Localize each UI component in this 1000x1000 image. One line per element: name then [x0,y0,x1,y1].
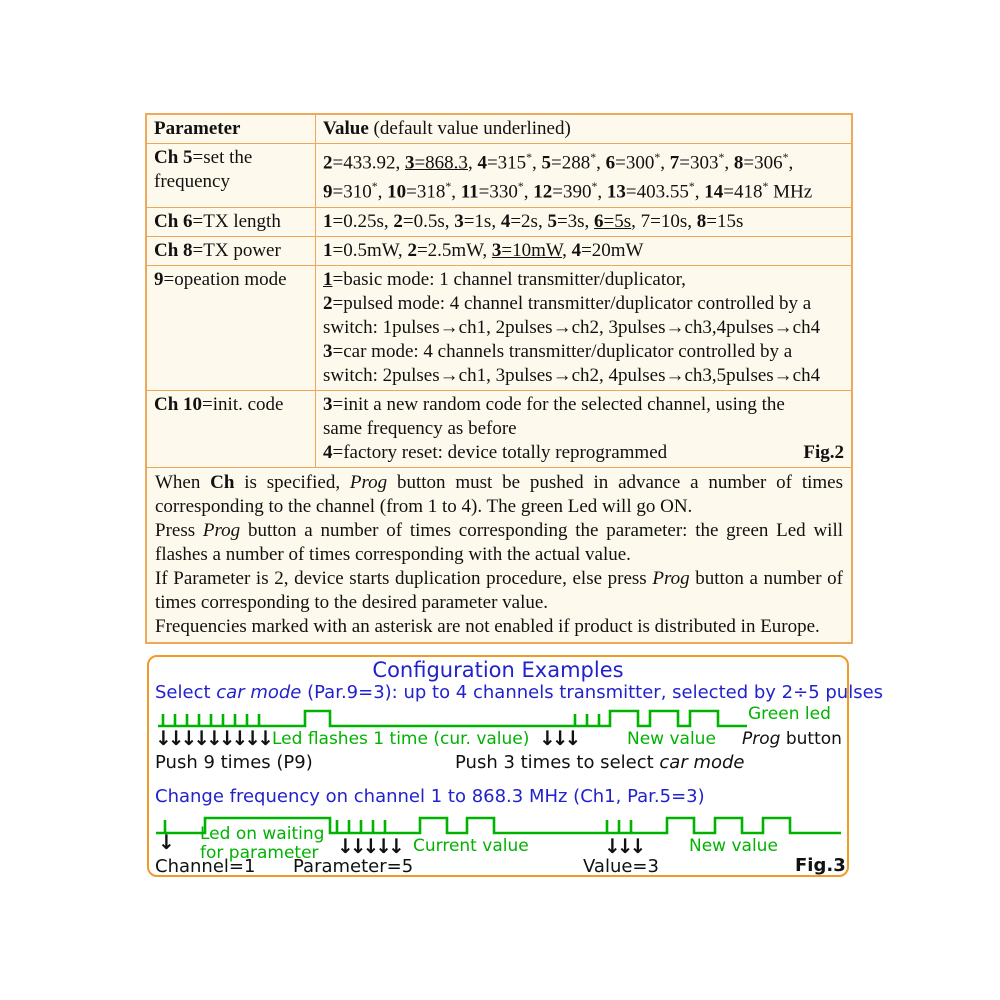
push-arrow-1: ↓ [158,830,171,854]
param-cell: Ch 10=init. code [154,393,284,415]
table-row-ch6-tx-length [147,208,851,237]
column-header-parameter: Parameter [154,118,241,139]
config-examples-title: Configuration Examples [372,658,624,682]
column-header-value: Value (default value underlined) [315,115,851,143]
led-flashes-label: Led flashes 1 time (cur. value) [272,729,530,749]
fig3-label: Fig.3 [795,855,846,876]
note-paragraph: When Ch is specified, Prog button must be pushed in advance a number of times corresponding to the channel (from 1 to 4). The green Led will go ON. [155,471,843,517]
new-value-label: New value [627,729,716,749]
push-9-times-label: Push 9 times (P9) [155,752,313,773]
new-value-label: New value [689,836,778,856]
green-led-label: Green led [748,704,831,724]
prog-button-label: Prog button [742,729,842,749]
led-on-waiting-label: Led on waiting [200,824,325,844]
parameter-table [145,113,853,644]
parameter-label: Parameter=5 [293,856,414,877]
push-arrows-9: ↓↓↓↓↓↓↓↓↓ [155,726,270,750]
table-row-ch10-init-code [147,391,851,468]
note-paragraph: If Parameter is 2, device starts duplication procedure, else press Prog button a number of times corresponding to the desired parameter value. [155,567,844,613]
green-led-trace [158,711,747,726]
value-cell: 1=0.5mW, 2=2.5mW, 3=10mW, 4=20mW [315,237,851,265]
push-arrows-5: ↓↓↓↓↓ [337,834,401,858]
channel-label: Channel=1 [155,856,256,877]
value-label: Value=3 [583,856,659,877]
value-cell: 2=433.92, 3=868.3, 4=315*, 5=288*, 6=300*, 7=303*, 8=306*, 9=310*, 10=318*, 11=330*, 12=390*, 13=403.55*, 14=418* MHz [315,144,851,207]
param-cell: 9=opeation mode [154,268,287,290]
push-arrows-3: ↓↓↓ [539,726,578,750]
table-row-ch5-frequency [147,144,851,208]
push-arrows-3: ↓↓↓ [604,834,643,858]
example1-caption: Select car mode (Par.9=3): up to 4 channels transmitter, selected by 2÷5 pulses [155,682,884,703]
value-cell: 3=init a new random code for the selected channel, using the same frequency as before Fig.2 4=factory reset: device totally reprogrammed [315,391,851,467]
for-parameter-label: for parameter [200,843,319,863]
param-cell: Ch 5=set the frequency [154,147,253,192]
value-cell: 1=0.25s, 2=0.5s, 3=1s, 4=2s, 5=3s, 6=5s, 7=10s, 8=15s [315,208,851,236]
param-cell: Ch 8=TX power [154,239,281,261]
value-cell: 1=basic mode: 1 channel transmitter/duplicator, 2=pulsed mode: 4 channel transmitter/duplicator controlled by a switch: 1pulses→ch1, 2pulses→ch2, 3pulses→ch3,4pulses→ch4 3=car mode: 4 channels transmitter/duplicator controlled by a switch: 2pulses→ch1, 3pulses→ch2, 4pulses→ch3,5pulses→ch4 [315,266,851,390]
example2-caption: Change frequency on channel 1 to 868.3 MHz (Ch1, Par.5=3) [155,786,705,807]
table-row-9-operation-mode [147,266,851,391]
note-paragraph: Frequencies marked with an asterisk are not enabled if product is distributed in Europe. [155,615,820,637]
notes-block [147,468,851,642]
push-3-times-label: Push 3 times to select car mode [455,752,745,773]
configuration-examples-box [147,655,884,877]
table-header-row [147,115,851,144]
table-row-ch8-tx-power [147,237,851,266]
note-paragraph: Press Prog button a number of times corresponding the parameter: the green Led will flashes a number of times corresponding with the actual value. [155,519,843,565]
current-value-label: Current value [413,836,529,856]
param-cell: Ch 6=TX length [154,210,281,232]
